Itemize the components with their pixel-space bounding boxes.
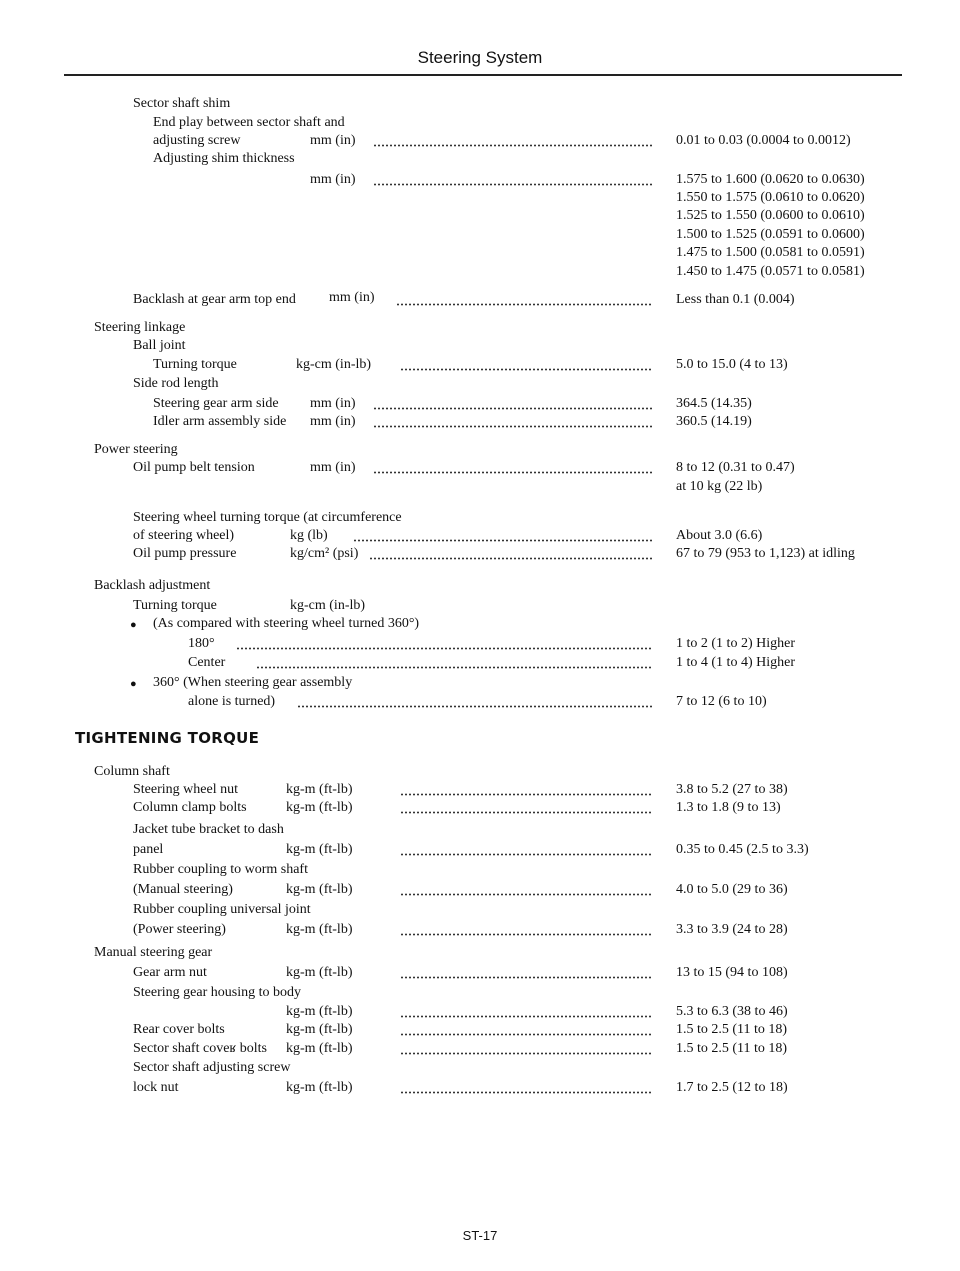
leader-dots [236, 640, 653, 650]
leader-dots [373, 176, 653, 186]
leader-dots [400, 1026, 653, 1036]
lock-nut-value: 1.7 to 2.5 (12 to 18) [676, 1080, 788, 1095]
leader-dots [353, 532, 653, 542]
leader-dots [400, 1084, 653, 1094]
belt-tension-unit: mm (in) [310, 460, 356, 475]
turning-torque-label: Turning torque [153, 357, 237, 372]
tightening-torque-heading: TIGHTENING TORQUE [75, 729, 260, 747]
gear-arm-nut-value: 13 to 15 (94 to 108) [676, 965, 788, 980]
wheel-torque-label-line2: of steering wheel) [133, 528, 235, 543]
leader-dots [297, 698, 653, 708]
steering-wheel-nut-value: 3.8 to 5.2 (27 to 38) [676, 782, 788, 797]
rubber-universal-unit: kg-m (ft-lb) [286, 922, 353, 937]
leader-dots [400, 1008, 653, 1018]
column-clamp-label: Column clamp bolts [133, 800, 247, 815]
side-rod-length-label: Side rod length [133, 376, 219, 391]
shim-thickness-unit: mm (in) [310, 172, 356, 187]
deg360-value: 7 to 12 (6 to 10) [676, 694, 767, 709]
oil-pressure-label: Oil pump pressure [133, 546, 237, 561]
gear-arm-nut-unit: kg-m (ft-lb) [286, 965, 353, 980]
gear-arm-side-value: 364.5 (14.35) [676, 396, 752, 411]
leader-dots [400, 1045, 653, 1055]
gear-arm-side-unit: mm (in) [310, 396, 356, 411]
shim-value: 1.525 to 1.550 (0.0600 to 0.0610) [676, 208, 865, 223]
leader-dots [373, 464, 653, 474]
jacket-unit: kg-m (ft-lb) [286, 842, 353, 857]
rubber-universal-label-line1: Rubber coupling universal joint [133, 902, 311, 917]
idler-arm-side-value: 360.5 (14.19) [676, 414, 752, 429]
compared-note: (As compared with steering wheel turned 360°) [153, 616, 420, 631]
belt-tension-label: Oil pump belt tension [133, 460, 255, 475]
steering-linkage-label: Steering linkage [94, 320, 186, 335]
oil-pressure-value: 67 to 79 (953 to 1,123) at idling [676, 546, 855, 561]
shim-value: 1.475 to 1.500 (0.0581 to 0.0591) [676, 245, 865, 260]
gear-arm-side-label: Steering gear arm side [153, 396, 279, 411]
rubber-worm-label-line1: Rubber coupling to worm shaft [133, 862, 308, 877]
belt-tension-value-note: at 10 kg (22 lb) [676, 479, 763, 494]
leader-dots [373, 400, 653, 410]
housing-label: Steering gear housing to body [133, 985, 301, 1000]
oil-pressure-unit: kg/cm² (psi) [290, 546, 359, 561]
turning-torque-unit: kg-cm (in-lb) [296, 357, 372, 372]
sector-shaft-shim-label: Sector shaft shim [133, 96, 231, 111]
page-title: Steering System [417, 48, 543, 67]
jacket-label-line1: Jacket tube bracket to dash [133, 822, 284, 837]
rear-cover-label: Rear cover bolts [133, 1022, 225, 1037]
leader-dots [369, 550, 653, 560]
bullet-icon: ● [130, 678, 137, 690]
column-clamp-value: 1.3 to 1.8 (9 to 13) [676, 800, 781, 815]
center-label: Center [188, 655, 226, 670]
page-number: ST-17 [462, 1228, 498, 1243]
shim-value: 1.550 to 1.575 (0.0610 to 0.0620) [676, 190, 865, 205]
leader-dots [400, 786, 653, 796]
sector-cover-unit: kg-m (ft-lb) [286, 1041, 353, 1056]
leader-dots [400, 804, 653, 814]
center-value: 1 to 4 (1 to 4) Higher [676, 655, 795, 670]
shim-value: 1.450 to 1.475 (0.0571 to 0.0581) [676, 264, 865, 279]
ball-joint-label: Ball joint [133, 338, 186, 353]
steering-wheel-nut-label: Steering wheel nut [133, 782, 238, 797]
backlash-adjustment-label: Backlash adjustment [94, 578, 211, 593]
leader-dots [256, 659, 653, 669]
rubber-worm-label-line2: (Manual steering) [133, 882, 233, 897]
deg360-label-line1: 360° (When steering gear assembly [153, 675, 353, 690]
adjusting-screw-label: Sector shaft adjusting screw [133, 1060, 291, 1075]
rubber-worm-unit: kg-m (ft-lb) [286, 882, 353, 897]
backlash-gear-arm-unit: mm (in) [329, 290, 375, 305]
manual-steering-gear-label: Manual steering gear [94, 945, 213, 960]
backlash-gear-arm-label: Backlash at gear arm top end [133, 292, 296, 307]
steering-wheel-nut-unit: kg-m (ft-lb) [286, 782, 353, 797]
idler-arm-side-unit: mm (in) [310, 414, 356, 429]
rubber-worm-value: 4.0 to 5.0 (29 to 36) [676, 882, 788, 897]
shim-value: 1.575 to 1.600 (0.0620 to 0.0630) [676, 172, 865, 187]
leader-dots [400, 886, 653, 896]
backlash-turning-torque-label: Turning torque [133, 598, 217, 613]
leader-dots [400, 361, 653, 371]
end-play-label-line2: adjusting screw [153, 133, 241, 148]
wheel-torque-value: About 3.0 (6.6) [676, 528, 763, 543]
housing-unit: kg-m (ft-lb) [286, 1004, 353, 1019]
column-clamp-unit: kg-m (ft-lb) [286, 800, 353, 815]
rear-cover-unit: kg-m (ft-lb) [286, 1022, 353, 1037]
bullet-icon: ● [130, 619, 137, 631]
rubber-universal-label-line2: (Power steering) [133, 922, 226, 937]
leader-dots [400, 846, 653, 856]
gear-arm-nut-label: Gear arm nut [133, 965, 207, 980]
end-play-unit: mm (in) [310, 133, 356, 148]
housing-value: 5.3 to 6.3 (38 to 46) [676, 1004, 788, 1019]
lock-nut-unit: kg-m (ft-lb) [286, 1080, 353, 1095]
lock-nut-label: lock nut [133, 1080, 179, 1095]
wheel-torque-label-line1: Steering wheel turning torque (at circumference [133, 510, 402, 525]
idler-arm-side-label: Idler arm assembly side [153, 414, 287, 429]
end-play-value: 0.01 to 0.03 (0.0004 to 0.0012) [676, 133, 851, 148]
jacket-value: 0.35 to 0.45 (2.5 to 3.3) [676, 842, 809, 857]
sector-cover-value: 1.5 to 2.5 (11 to 18) [676, 1041, 788, 1056]
turning-torque-value: 5.0 to 15.0 (4 to 13) [676, 357, 788, 372]
deg180-value: 1 to 2 (1 to 2) Higher [676, 636, 795, 651]
backlash-gear-arm-value: Less than 0.1 (0.004) [676, 292, 795, 307]
leader-dots [400, 969, 653, 979]
leader-dots [396, 296, 653, 306]
end-play-label-line1: End play between sector shaft and [153, 115, 345, 130]
leader-dots [400, 926, 653, 936]
leader-dots [373, 137, 653, 147]
header-divider [64, 74, 902, 76]
belt-tension-value: 8 to 12 (0.31 to 0.47) [676, 460, 795, 475]
leader-dots [373, 418, 653, 428]
deg180-label: 180° [188, 636, 215, 651]
rubber-universal-value: 3.3 to 3.9 (24 to 28) [676, 922, 788, 937]
deg360-label-line2: alone is turned) [188, 694, 276, 709]
jacket-label-line2: panel [133, 842, 164, 857]
power-steering-label: Power steering [94, 442, 178, 457]
sector-cover-label: Sector shaft coveʁ bolts [133, 1041, 267, 1056]
column-shaft-label: Column shaft [94, 764, 170, 779]
wheel-torque-unit: kg (lb) [290, 528, 328, 543]
rear-cover-value: 1.5 to 2.5 (11 to 18) [676, 1022, 788, 1037]
shim-thickness-label: Adjusting shim thickness [153, 151, 295, 166]
backlash-turning-torque-unit: kg-cm (in-lb) [290, 598, 366, 613]
shim-value: 1.500 to 1.525 (0.0591 to 0.0600) [676, 227, 865, 242]
